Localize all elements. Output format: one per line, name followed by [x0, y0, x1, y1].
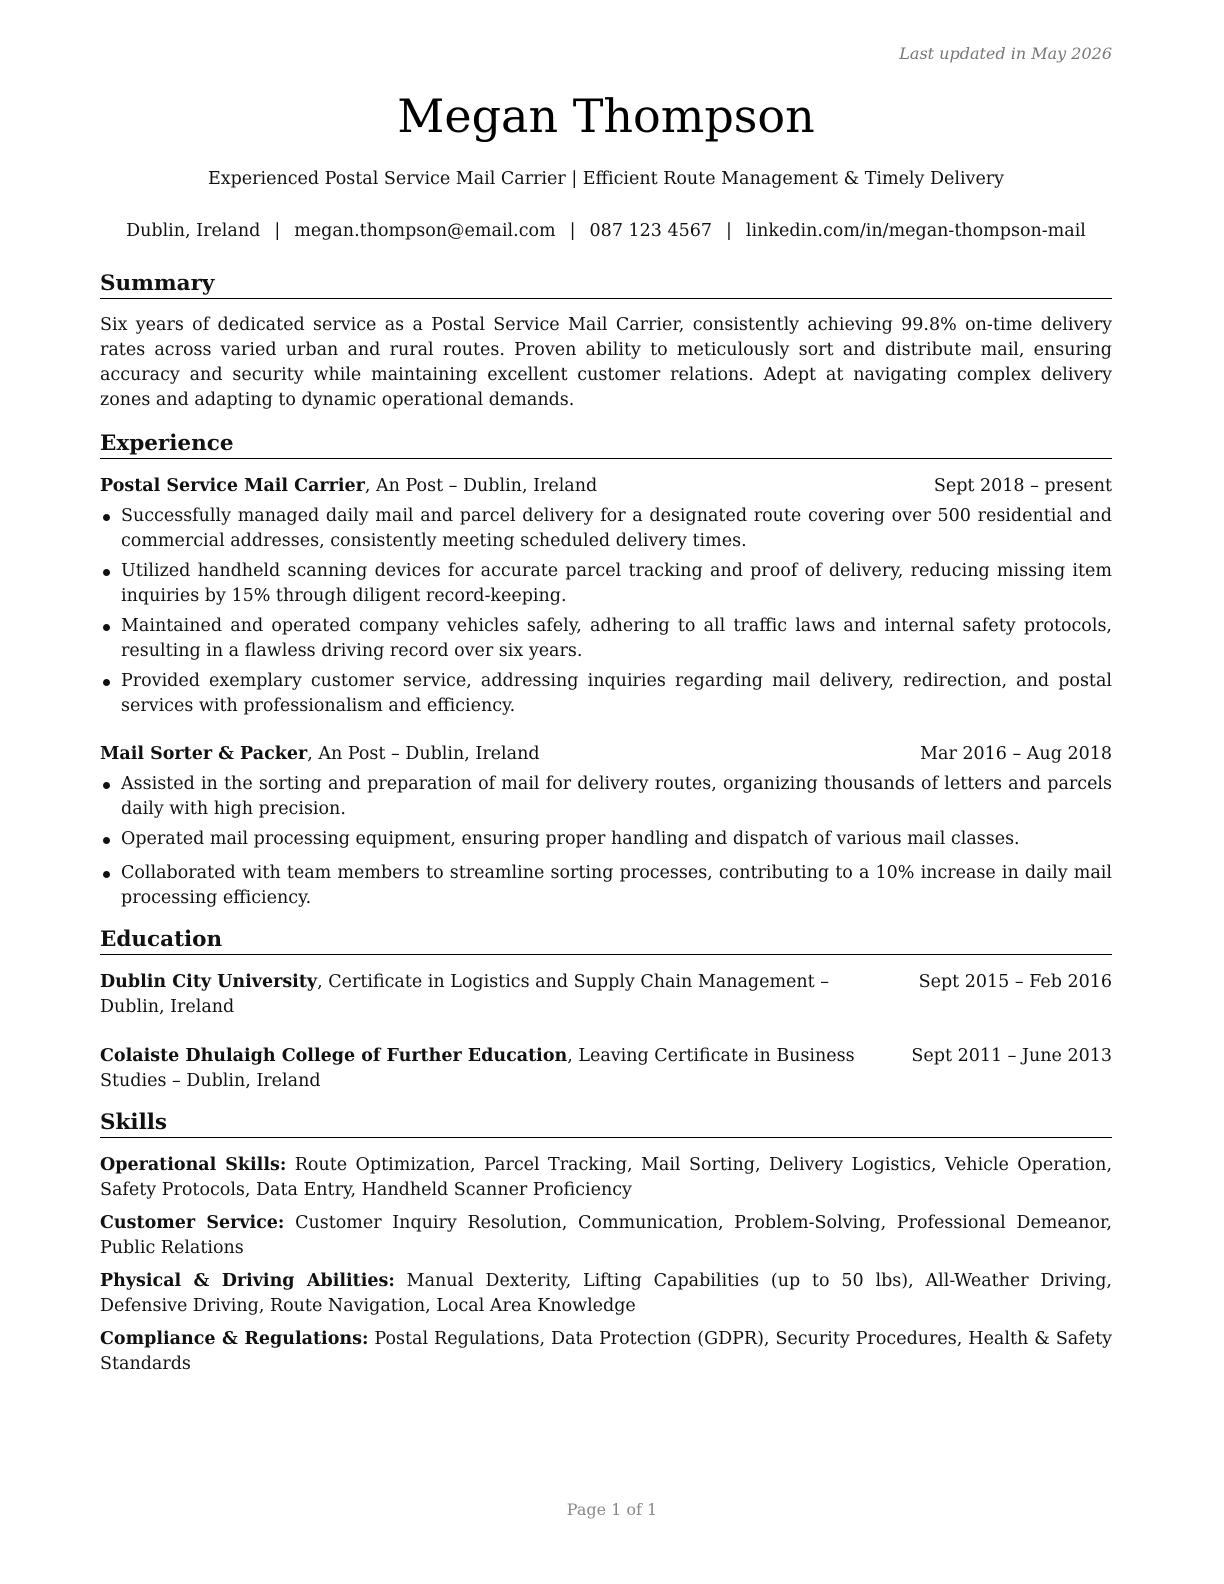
bullet-dot — [103, 514, 110, 521]
skill-values: Postal Regulations, Data Protection (GDPR), Security Procedures, Health & Safety Standards — [100, 1329, 1112, 1374]
bullet-dot — [103, 871, 110, 878]
contact-email: megan.thompson@email.com — [294, 221, 556, 241]
job-bullet: Successfully managed daily mail and parcel delivery for a designated route covering over 500 residential and commercial addresses, consistently meeting scheduled delivery times. — [100, 504, 1112, 554]
section-title-education: Education — [100, 926, 1112, 955]
job-bullets — [100, 504, 1112, 719]
section-title-summary: Summary — [100, 270, 1112, 299]
contact-separator: | — [726, 221, 732, 241]
job-bullets — [100, 772, 1112, 911]
education-dates: Sept 2011 – June 2013 — [911, 1046, 1112, 1066]
contact-separator: | — [274, 221, 281, 241]
skill-group — [100, 1269, 1112, 1319]
skill-group — [100, 1211, 1112, 1261]
job-entry — [100, 474, 1112, 719]
bullet-dot — [103, 837, 110, 844]
job-entry — [100, 742, 1112, 911]
skill-label: Physical & Driving Abilities: — [100, 1271, 395, 1291]
job-bullet: Provided exemplary customer service, addressing inquiries regarding mail delivery, redirection, and postal services with professionalism and efficiency. — [100, 669, 1112, 719]
job-bullet: Collaborated with team members to streamline sorting processes, contributing to a 10% increase in daily mail processing efficiency. — [100, 861, 1112, 911]
school-name: Colaiste Dhulaigh College of Further Education — [100, 1046, 568, 1066]
experience-section — [100, 430, 1112, 911]
bullet-dot — [103, 624, 110, 631]
section-title-skills: Skills — [100, 1109, 1112, 1138]
school-name: Dublin City University — [100, 972, 318, 992]
contact-location: Dublin, Ireland — [126, 221, 261, 241]
skill-group — [100, 1327, 1112, 1377]
skill-label: Customer Service: — [100, 1213, 285, 1233]
job-bullet: Assisted in the sorting and preparation of mail for delivery routes, organizing thousands of letters and parcels daily with high precision. — [100, 772, 1112, 822]
school-detail: , Leaving Certificate in Business Studies – Dublin, Ireland — [100, 1046, 855, 1091]
education-dates: Sept 2015 – Feb 2016 — [918, 972, 1112, 992]
job-bullet: Operated mail processing equipment, ensuring proper handling and dispatch of various mail classes. — [100, 827, 1112, 852]
job-role: Mail Sorter & Packer — [100, 744, 308, 764]
bullet-dot — [103, 569, 110, 576]
education-entry — [100, 970, 1112, 1020]
skill-label: Compliance & Regulations: — [100, 1329, 369, 1349]
school-detail: , Certificate in Logistics and Supply Chain Management – Dublin, Ireland — [100, 972, 830, 1017]
skill-values: Route Optimization, Parcel Tracking, Mail Sorting, Delivery Logistics, Vehicle Operation, Safety Protocols, Data Entry, Handheld Scanner Proficiency — [100, 1155, 1113, 1200]
bullet-dot — [103, 679, 110, 686]
contact-line — [100, 218, 1112, 244]
page-number-footer: Page 1 of 1 — [566, 1500, 658, 1519]
headline: Experienced Postal Service Mail Carrier | Efficient Route Management & Timely Delivery — [207, 169, 1005, 189]
job-bullet: Maintained and operated company vehicles safely, adhering to all traffic laws and internal safety protocols, resulting in a flawless driving record over six years. — [100, 614, 1112, 664]
contact-phone: 087 123 4567 — [589, 221, 713, 241]
job-role: Postal Service Mail Carrier — [100, 476, 365, 496]
education-section — [100, 926, 1112, 1094]
contact-linkedin: linkedin.com/in/megan-thompson-mail — [745, 221, 1086, 241]
skill-label: Operational Skills: — [100, 1155, 287, 1175]
skill-group — [100, 1153, 1112, 1203]
skills-section — [100, 1109, 1112, 1377]
job-header — [100, 742, 1112, 767]
summary-section — [100, 270, 1112, 413]
last-updated-note: Last updated in May 2026 — [899, 44, 1112, 63]
candidate-name: Megan Thompson — [397, 89, 815, 143]
skill-values: Customer Inquiry Resolution, Communication, Problem-Solving, Professional Demeanor, Public Relations — [100, 1213, 1112, 1258]
job-dates: Mar 2016 – Aug 2018 — [920, 744, 1112, 764]
job-bullet: Utilized handheld scanning devices for accurate parcel tracking and proof of delivery, reducing missing item inquiries by 15% through diligent record-keeping. — [100, 559, 1112, 609]
job-org: , An Post – Dublin, Ireland — [307, 744, 540, 764]
bullet-dot — [103, 782, 110, 789]
job-dates: Sept 2018 – present — [933, 476, 1112, 496]
job-header — [100, 474, 1112, 499]
summary-text: Six years of dedicated service as a Postal Service Mail Carrier, consistently achieving 99.8% on-time delivery rates across varied urban and rural routes. Proven ability to meticulously sort and distribute mail, ensuring accuracy and security while maintaining excellent customer relations. Adept at navigating complex delivery zones and adapting to dynamic operational demands. — [100, 315, 1112, 410]
job-org: , An Post – Dublin, Ireland — [364, 476, 598, 496]
education-entry — [100, 1044, 1112, 1094]
section-title-experience: Experience — [100, 430, 1112, 459]
skill-values: Manual Dexterity, Lifting Capabilities (up to 50 lbs), All-Weather Driving, Defensive Driving, Route Navigation, Local Area Knowledge — [100, 1271, 1112, 1316]
contact-separator: | — [569, 221, 576, 241]
